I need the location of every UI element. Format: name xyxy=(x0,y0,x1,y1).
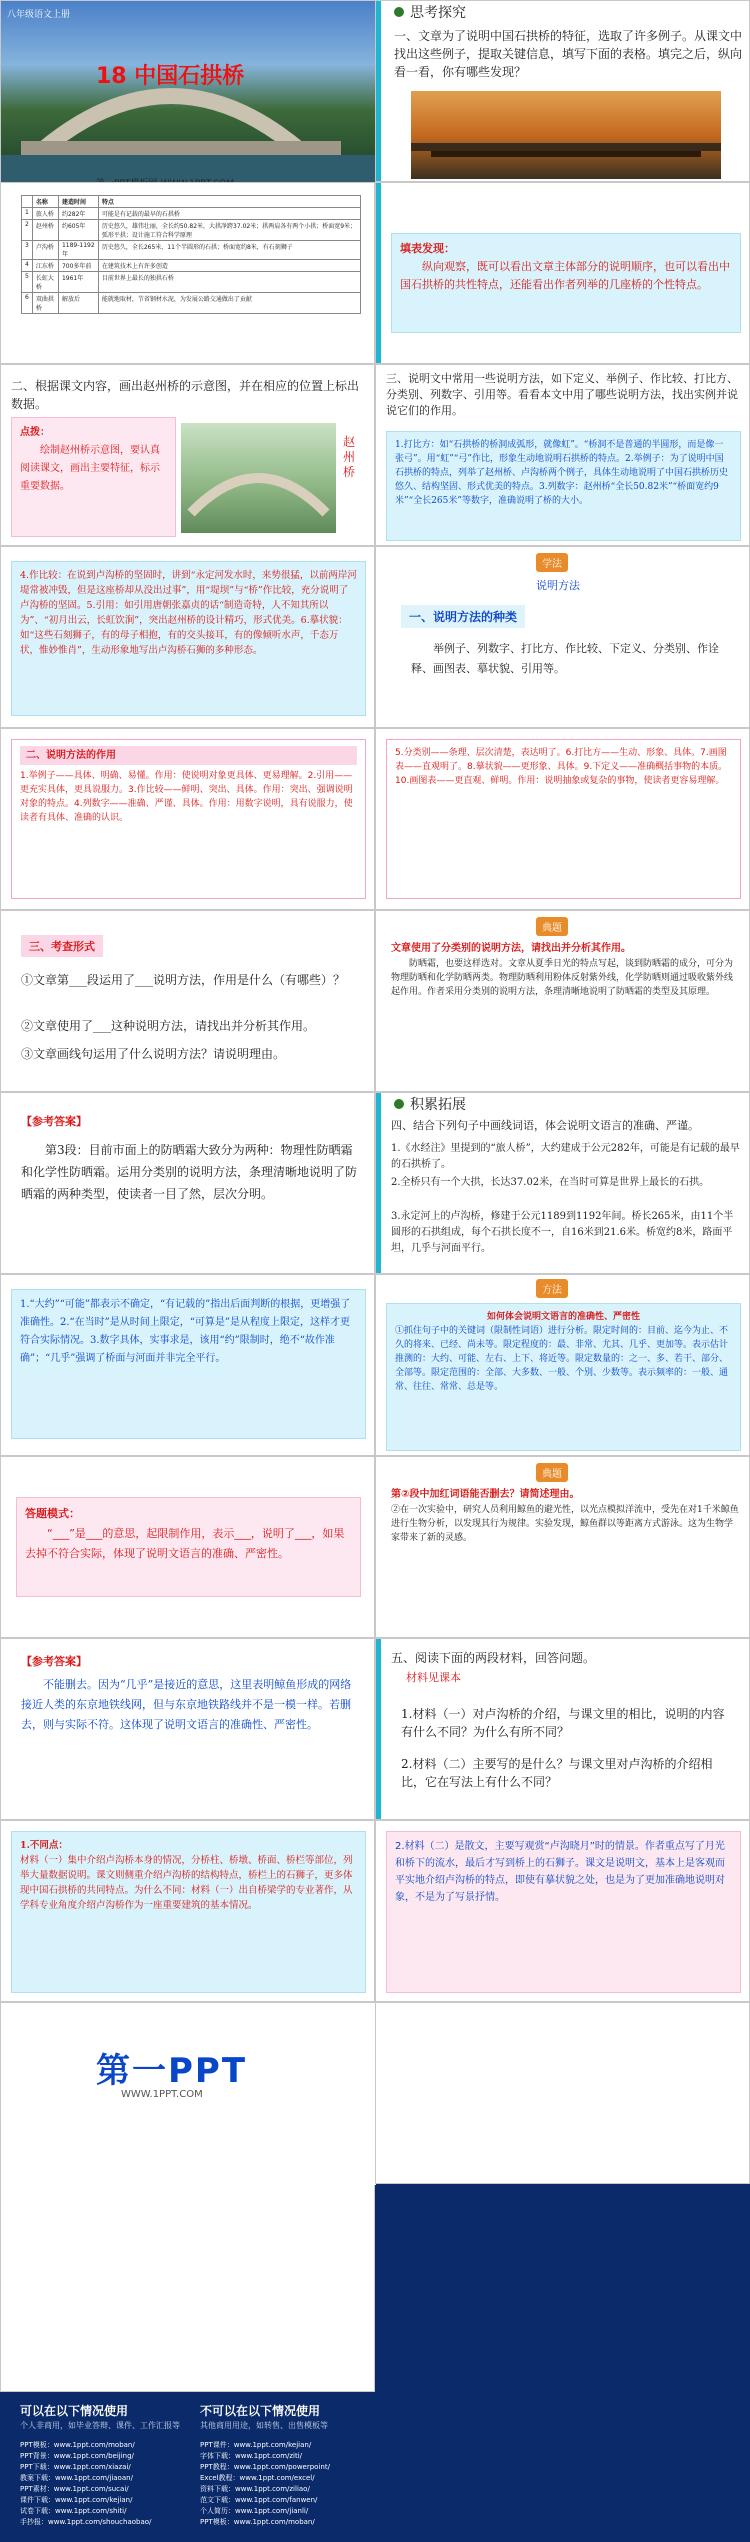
answer-title: 【参考答案】 xyxy=(21,1115,87,1128)
function-box-2: 5.分类别——条理、层次清楚，表达明了。6.打比方——生动、形象、具体。7.画图表——直观明了。8.摹状貌——更形象、具体。9.下定义——准确概括事物的本质。10.画图表——更直观、鲜明。作用：说明抽象或复杂的事物，使读者更容易理解。 xyxy=(386,739,741,899)
footer-link[interactable]: PPT背景：www.1ppt.com/beijing/ xyxy=(20,2452,134,2460)
badge-label: 方法 xyxy=(536,1279,568,1298)
footer-link[interactable]: 试卷下载：www.1ppt.com/shiti/ xyxy=(20,2507,127,2515)
section-header xyxy=(376,1093,749,1115)
cell: 旅人桥 xyxy=(32,208,58,220)
cell: 双曲拱桥 xyxy=(32,293,58,314)
language-answer-box: 1.“大约”“可能”都表示不确定，“有记载的”指出后面判断的根据，更增强了准确性。2.“在当时”是从时间上限定，“可算是”是从程度上限定，这样才更符合实际情况。3.数字具体，实事求是，该用“约”限制时，绝不“故作准确”；“几乎”强调了桥面与河面并非完全平行。 xyxy=(11,1289,366,1439)
cell: 在建筑技术上有许多创造 xyxy=(98,260,360,272)
footer-right-title: 不可以在以下情况使用 xyxy=(200,2404,321,2418)
cell: 目前世界上最长的独拱石桥 xyxy=(98,272,360,293)
cell: 2 xyxy=(22,220,33,241)
bridge-table xyxy=(21,195,361,314)
exam-item-2: ②文章使用了___这种说明方法，请找出并分析其作用。 xyxy=(21,1019,316,1033)
discovery-title: 填表发现： xyxy=(400,242,455,255)
slide-material-2 xyxy=(375,1820,750,2002)
footer-link[interactable]: PPT教程：www.1ppt.com/powerpoint/ xyxy=(200,2463,330,2471)
cell: 历史悠久，雄伟壮丽，全长约50.82米，大拱净跨37.02米；拱两肩各有两个小拱；桥面宽9米；弧形平拱；设计施工符合科学原理 xyxy=(98,220,360,241)
question-text: 四、结合下列句子中画线词语，体会说明文语言的准确、严谨。 xyxy=(391,1119,699,1132)
accent-bar xyxy=(376,1,381,181)
footer-link[interactable]: PPT课件：www.1ppt.com/kejian/ xyxy=(200,2441,312,2449)
slide-discovery xyxy=(375,182,750,364)
zhaozhou-photo xyxy=(181,423,336,533)
footer-link[interactable]: 字体下载：www.1ppt.com/ziti/ xyxy=(200,2452,303,2460)
section-title: 三、考查形式 xyxy=(21,935,103,957)
method-title: 如何体会说明文语言的准确性、严密性 xyxy=(486,1312,640,1322)
discovery-box xyxy=(391,233,741,333)
example-passage: 防晒霜，也要这样选对。文章从夏季日光的特点写起，谈到防晒霜的成分，可分为物理防晒和化学防晒两类。物理防晒利用粉体反射紫外线，化学防晒则通过吸收紫外线起作用。作者采用分类别的说明方法，条理清晰地说明了防晒霜的类型及其原理。 xyxy=(391,959,734,997)
template-body: “___”是___的意思，起限制作用，表示___，说明了___，如果去掉不符合实际，体现了说明文语言的准确、严密性。 xyxy=(25,1527,345,1560)
slide-reading xyxy=(375,1638,750,1820)
material-box: 2.材料（二）是散文，主要写观赏“卢沟晓月”时的情景。作者重点写了月光和桥下的流水，最后才写到桥上的石狮子。课文是说明文，基本上是客观而平实地介绍卢沟桥的特点，即使有摹状貌之处，也是为了更加准确地说明对象，不是为了写景抒情。 xyxy=(386,1831,741,1993)
cell: 能就地取材，节省钢材水泥，为发展公路交通做出了贡献 xyxy=(98,293,360,314)
slide-difference xyxy=(0,1820,375,2002)
footer-link[interactable]: 个人简历：www.1ppt.com/jianli/ xyxy=(200,2507,309,2515)
slide-function-2 xyxy=(375,728,750,910)
footer-link[interactable]: PPT素材：www.1ppt.com/sucai/ xyxy=(20,2485,129,2493)
cell: 解放后 xyxy=(58,293,98,314)
function-title: 二、说明方法的作用 xyxy=(20,746,357,765)
footer-link[interactable]: 资料下载：www.1ppt.com/ziliao/ xyxy=(200,2485,310,2493)
col-header: 建造时间 xyxy=(58,196,98,208)
slide-answer-template xyxy=(0,1456,375,1638)
cell: 江东桥 xyxy=(32,260,58,272)
header-text: 积累拓展 xyxy=(410,1097,466,1113)
slide-language-answer xyxy=(0,1274,375,1456)
slide-method-expand xyxy=(375,1274,750,1456)
slide-draw xyxy=(0,364,375,546)
methods-box: 1.打比方：如“石拱桥的桥洞成弧形，就像虹”。“桥洞不是普通的半圆形，而是像一张弓”。用“虹”“弓”作比，形象生动地说明石拱桥的特点。2.举例子：为了说明中国石拱桥的特点，列举了赵州桥、卢沟桥两个例子，具体生动地说明了中国石拱桥历史悠久、结构坚固、形式优美的特点。3.列数字：赵州桥“全长50.82米”“桥面宽约9米”“全长265米”等数字，准确说明了桥的大小。 xyxy=(386,431,741,541)
cell: 长虹大桥 xyxy=(32,272,58,293)
cell: 约282年 xyxy=(58,208,98,220)
accent-bar xyxy=(376,1093,381,1273)
footer-link[interactable]: Excel教程：www.1ppt.com/excel/ xyxy=(200,2474,315,2482)
material-link[interactable]: 材料见课本 xyxy=(406,1671,461,1684)
slide-study-method xyxy=(375,546,750,728)
table-row xyxy=(22,220,361,241)
grade-label: 八年级语文上册 xyxy=(7,10,71,20)
slide-think xyxy=(375,0,750,182)
template-box xyxy=(16,1497,361,1597)
badge-label: 典题 xyxy=(536,1463,568,1482)
arch-bridge-icon xyxy=(181,423,336,533)
table-row xyxy=(22,241,361,260)
slide-blank xyxy=(375,2002,750,2184)
col-header: 特点 xyxy=(98,196,360,208)
tip-body: 绘制赵州桥示意图，要认真阅读课文，画出主要特征，标示重要数据。 xyxy=(20,445,160,492)
logo-url: WWW.1PPT.COM xyxy=(121,2089,203,2100)
section-title: 一、说明方法的种类 xyxy=(401,605,525,628)
slide-function xyxy=(0,728,375,910)
sentence-1: 1.《水经注》里提到的“旅人桥”，大约建成于公元282年，可能是有记载的最早的石拱桥了。 xyxy=(391,1143,740,1170)
footer-left-links xyxy=(20,2440,190,2528)
method-body: ①抓住句子中的关键词（限制性词语）进行分析。限定时间的：目前、迄今为止、不久的将来、已经、尚未等。限定程度的：最、非常、尤其、几乎、更加等。表示估计推测的：大约、可能、左右、上下、将近等。限定数量的：之一、多、若干、部分、全部等。限定范围的：全部、大多数、一般、个别、少数等。表示频率的：一般、通常、往往、常常、总是等。 xyxy=(395,1326,729,1392)
badge xyxy=(536,1463,568,1482)
footer-link[interactable]: 手抄报：www.1ppt.com/shouchaobao/ xyxy=(20,2518,152,2526)
cell: 历史悠久，全长265米，11个半圆形的石拱；桥面宽约8米，有石刻狮子 xyxy=(98,241,360,260)
function-box xyxy=(11,739,366,899)
table-header-row xyxy=(22,196,361,208)
slide-answer xyxy=(0,1092,375,1274)
answer-body: 第3段：目前市面上的防晒霜大致分为两种：物理性防晒霜和化学性防晒霜。运用分类别的说明方法，条理清晰地说明了防晒霜的两种类型，使读者一目了然，层次分明。 xyxy=(21,1143,358,1201)
cell: 6 xyxy=(22,293,33,314)
bullet-icon xyxy=(394,7,404,17)
question-text: 五、阅读下面的两段材料，回答问题。 xyxy=(391,1651,596,1665)
footer-left-title: 可以在以下情况使用 xyxy=(20,2404,129,2418)
cell: 1961年 xyxy=(58,272,98,293)
side-label: 赵州桥 xyxy=(343,435,356,479)
difference-title: 1.不同点： xyxy=(20,1840,68,1851)
footer xyxy=(0,2392,750,2542)
slide-methods xyxy=(375,364,750,546)
sentence-3: 3.永定河上的卢沟桥，修建于公元1189到1192年间。桥长265米，由11个半圆形的石拱组成，每个石拱长度不一，自16米到21.6米。桥宽约8米，路面平坦，几乎与河面平行。 xyxy=(391,1211,734,1254)
table-row xyxy=(22,293,361,314)
lesson-title: 18 中国石拱桥 xyxy=(96,64,245,89)
method-box xyxy=(386,1303,741,1451)
cell: 3 xyxy=(22,241,33,260)
slide-logo xyxy=(0,2002,375,2392)
tip-title: 点拨： xyxy=(20,427,50,438)
table-row xyxy=(22,260,361,272)
footer-link[interactable]: 范文下载：www.1ppt.com/fanwen/ xyxy=(200,2496,318,2504)
badge-label: 典题 xyxy=(536,917,568,936)
cell: 赵州桥 xyxy=(32,220,58,241)
logo-text: 第一PPT xyxy=(96,2051,248,2091)
section-header xyxy=(376,1,749,23)
answer-body: 不能删去。因为“几乎”是接近的意思，这里表明鲸鱼形成的网络接近人类的东京地铁线网，但与东京地铁路线并不是一模一样。若删去，则与实际不符。这体现了说明文语言的准确性、严密性。 xyxy=(21,1678,352,1731)
footer-link[interactable]: 教案下载：www.1ppt.com/jiaoan/ xyxy=(20,2474,133,2482)
accent-bar xyxy=(376,183,381,363)
difference-box xyxy=(11,1831,366,1993)
cell: 1 xyxy=(22,208,33,220)
badge xyxy=(536,553,568,572)
cell: 5 xyxy=(22,272,33,293)
badge-label: 学法 xyxy=(536,553,568,572)
question-text: 二、根据课文内容，画出赵州桥的示意图，并在相应的位置上标出数据。 xyxy=(11,379,360,411)
cell: 1189-1192年 xyxy=(58,241,98,260)
methods-box-2: 4.作比较：在说到卢沟桥的坚固时，讲到“永定河发水时，来势很猛，以前两岸河堤常被冲毁，但是这座桥却从没出过事”，用“堤坝”与“桥”作比较，充分说明了卢沟桥的坚固。5.引用：如引用唐朝张嘉贞的话“制造奇特，人不知其所以为”、“初月出云，长虹饮涧”，突出赵州桥的设计精巧，形式优美。6.摹状貌：如“这些石刻狮子，有的母子相抱，有的交头接耳，有的像倾听水声，千态万状，惟妙惟肖”，生动形象地写出卢沟桥石狮的多种形态。 xyxy=(11,561,366,716)
tip-box xyxy=(11,417,176,537)
cell: 4 xyxy=(22,260,33,272)
badge xyxy=(536,917,568,936)
question-text: 三、说明文中常用一些说明方法，如下定义、举例子、作比较、打比方、分类别、列数字、引用等。看看本文中用了哪些说明方法，找出实例并说说它们的作用。 xyxy=(386,372,738,417)
footer-link[interactable]: 课件下载：www.1ppt.com/kejian/ xyxy=(20,2496,133,2504)
slide-exam-forms xyxy=(0,910,375,1092)
slide-answer-2 xyxy=(0,1638,375,1820)
slide-example xyxy=(375,910,750,1092)
cell: 约605年 xyxy=(58,220,98,241)
seventeen-arch-bridge-icon xyxy=(411,91,721,179)
table-row xyxy=(22,272,361,293)
slide-language xyxy=(375,1092,750,1274)
sentence-2: 2.全桥只有一个大拱，长达37.02米，在当时可算是世界上最长的石拱。 xyxy=(391,1177,710,1188)
cell: 可能是有记载的最早的石拱桥 xyxy=(98,208,360,220)
difference-body: 材料（一）集中介绍卢沟桥本身的情况，分桥柱、桥墩、桥面、桥栏等部位，列举大量数据说明。课文则侧重介绍卢沟桥的结构特点，桥栏上的石狮子，更多体现中国石拱桥的共同特点。为什么不同：材料（一）出自桥梁学的专业著作，从学科专业角度介绍卢沟桥作为一座重要建筑的基本情况。 xyxy=(20,1855,353,1911)
slide-example-2 xyxy=(375,1456,750,1638)
footer-right-sub: 其他商用用途，如转售、出售模板等 xyxy=(200,2421,328,2430)
reading-question-1: 1.材料（一）对卢沟桥的介绍，与课文里的相比，说明的内容有什么不同？为什么有所不同？ xyxy=(401,1707,725,1739)
header-text: 思考探究 xyxy=(410,5,466,21)
exam-item-3: ③文章画线句运用了什么说明方法？请说明理由。 xyxy=(21,1047,286,1061)
badge xyxy=(536,1279,568,1298)
slide-title xyxy=(0,0,375,182)
sunset-bridge-photo xyxy=(411,91,721,179)
function-body: 1.举例子——具体、明确、易懂。作用：使说明对象更具体、更易理解。2.引用——更充实具体，更具说服力。3.作比较——鲜明、突出、具体。作用：突出、强调说明对象的特点。4.列数字——准确、严谨、具体。作用：用数字说明，具有说服力，使读者有具体、准确的认识。 xyxy=(20,771,353,823)
discovery-body: 纵向观察，既可以看出文章主体部分的说明顺序，也可以看出中国石拱桥的共性特点，还能看出作者列举的几座桥的个性特点。 xyxy=(400,260,730,291)
methods-list: 举例子、列数字、打比方、作比较、下定义、分类别、作诠释、画图表、摹状貌、引用等。 xyxy=(411,642,719,675)
slide-methods-2 xyxy=(0,546,375,728)
example-question: 文章使用了分类别的说明方法，请找出并分析其作用。 xyxy=(391,943,631,954)
question-text: 一、文章为了说明中国石拱桥的特征，选取了许多例子。从课文中找出这些例子，提取关键信息，填写下面的表格。填完之后，纵向看一看，你有哪些发现？ xyxy=(394,29,743,79)
cell: 700多年前 xyxy=(58,260,98,272)
stone-arch-illustration xyxy=(1,1,376,183)
template-title: 答题模式： xyxy=(25,1507,80,1520)
footer-right-links xyxy=(200,2440,370,2528)
col-header xyxy=(22,196,33,208)
slide-table xyxy=(0,182,375,364)
col-header: 名称 xyxy=(32,196,58,208)
accent-bar xyxy=(376,1639,381,1819)
example-question: 第②段中加红词语能否删去？请简述理由。 xyxy=(391,1489,580,1500)
exam-item-1: ①文章第___段运用了___说明方法，作用是什么（有哪些）？ xyxy=(21,973,346,987)
table-row xyxy=(22,208,361,220)
cell: 卢沟桥 xyxy=(32,241,58,260)
footer-link[interactable]: PPT模板：www.1ppt.com/moban/ xyxy=(200,2518,315,2526)
footer-link[interactable]: PPT下载：www.1ppt.com/xiazai/ xyxy=(20,2463,131,2471)
footer-left-sub: 个人非商用，如毕业答辩、课件、工作汇报等 xyxy=(20,2421,180,2430)
subtitle: 说明方法 xyxy=(536,579,580,592)
reading-question-2: 2.材料（二）主要写的是什么？与课文里对卢沟桥的介绍相比，它在写法上有什么不同？ xyxy=(401,1757,713,1789)
bullet-icon xyxy=(394,1099,404,1109)
footer-link[interactable]: PPT模板：www.1ppt.com/moban/ xyxy=(20,2441,135,2449)
answer-title: 【参考答案】 xyxy=(21,1655,87,1668)
example-passage: ②在一次实验中，研究人员利用鲸鱼的避光性，以光点模拟洋流中，受先在对1千米鲸鱼进行生物分析，以发现其行为规律。实验发现，鲸鱼群以等距离方式游泳。这为生物学家带来了新的灵感。 xyxy=(391,1505,739,1543)
